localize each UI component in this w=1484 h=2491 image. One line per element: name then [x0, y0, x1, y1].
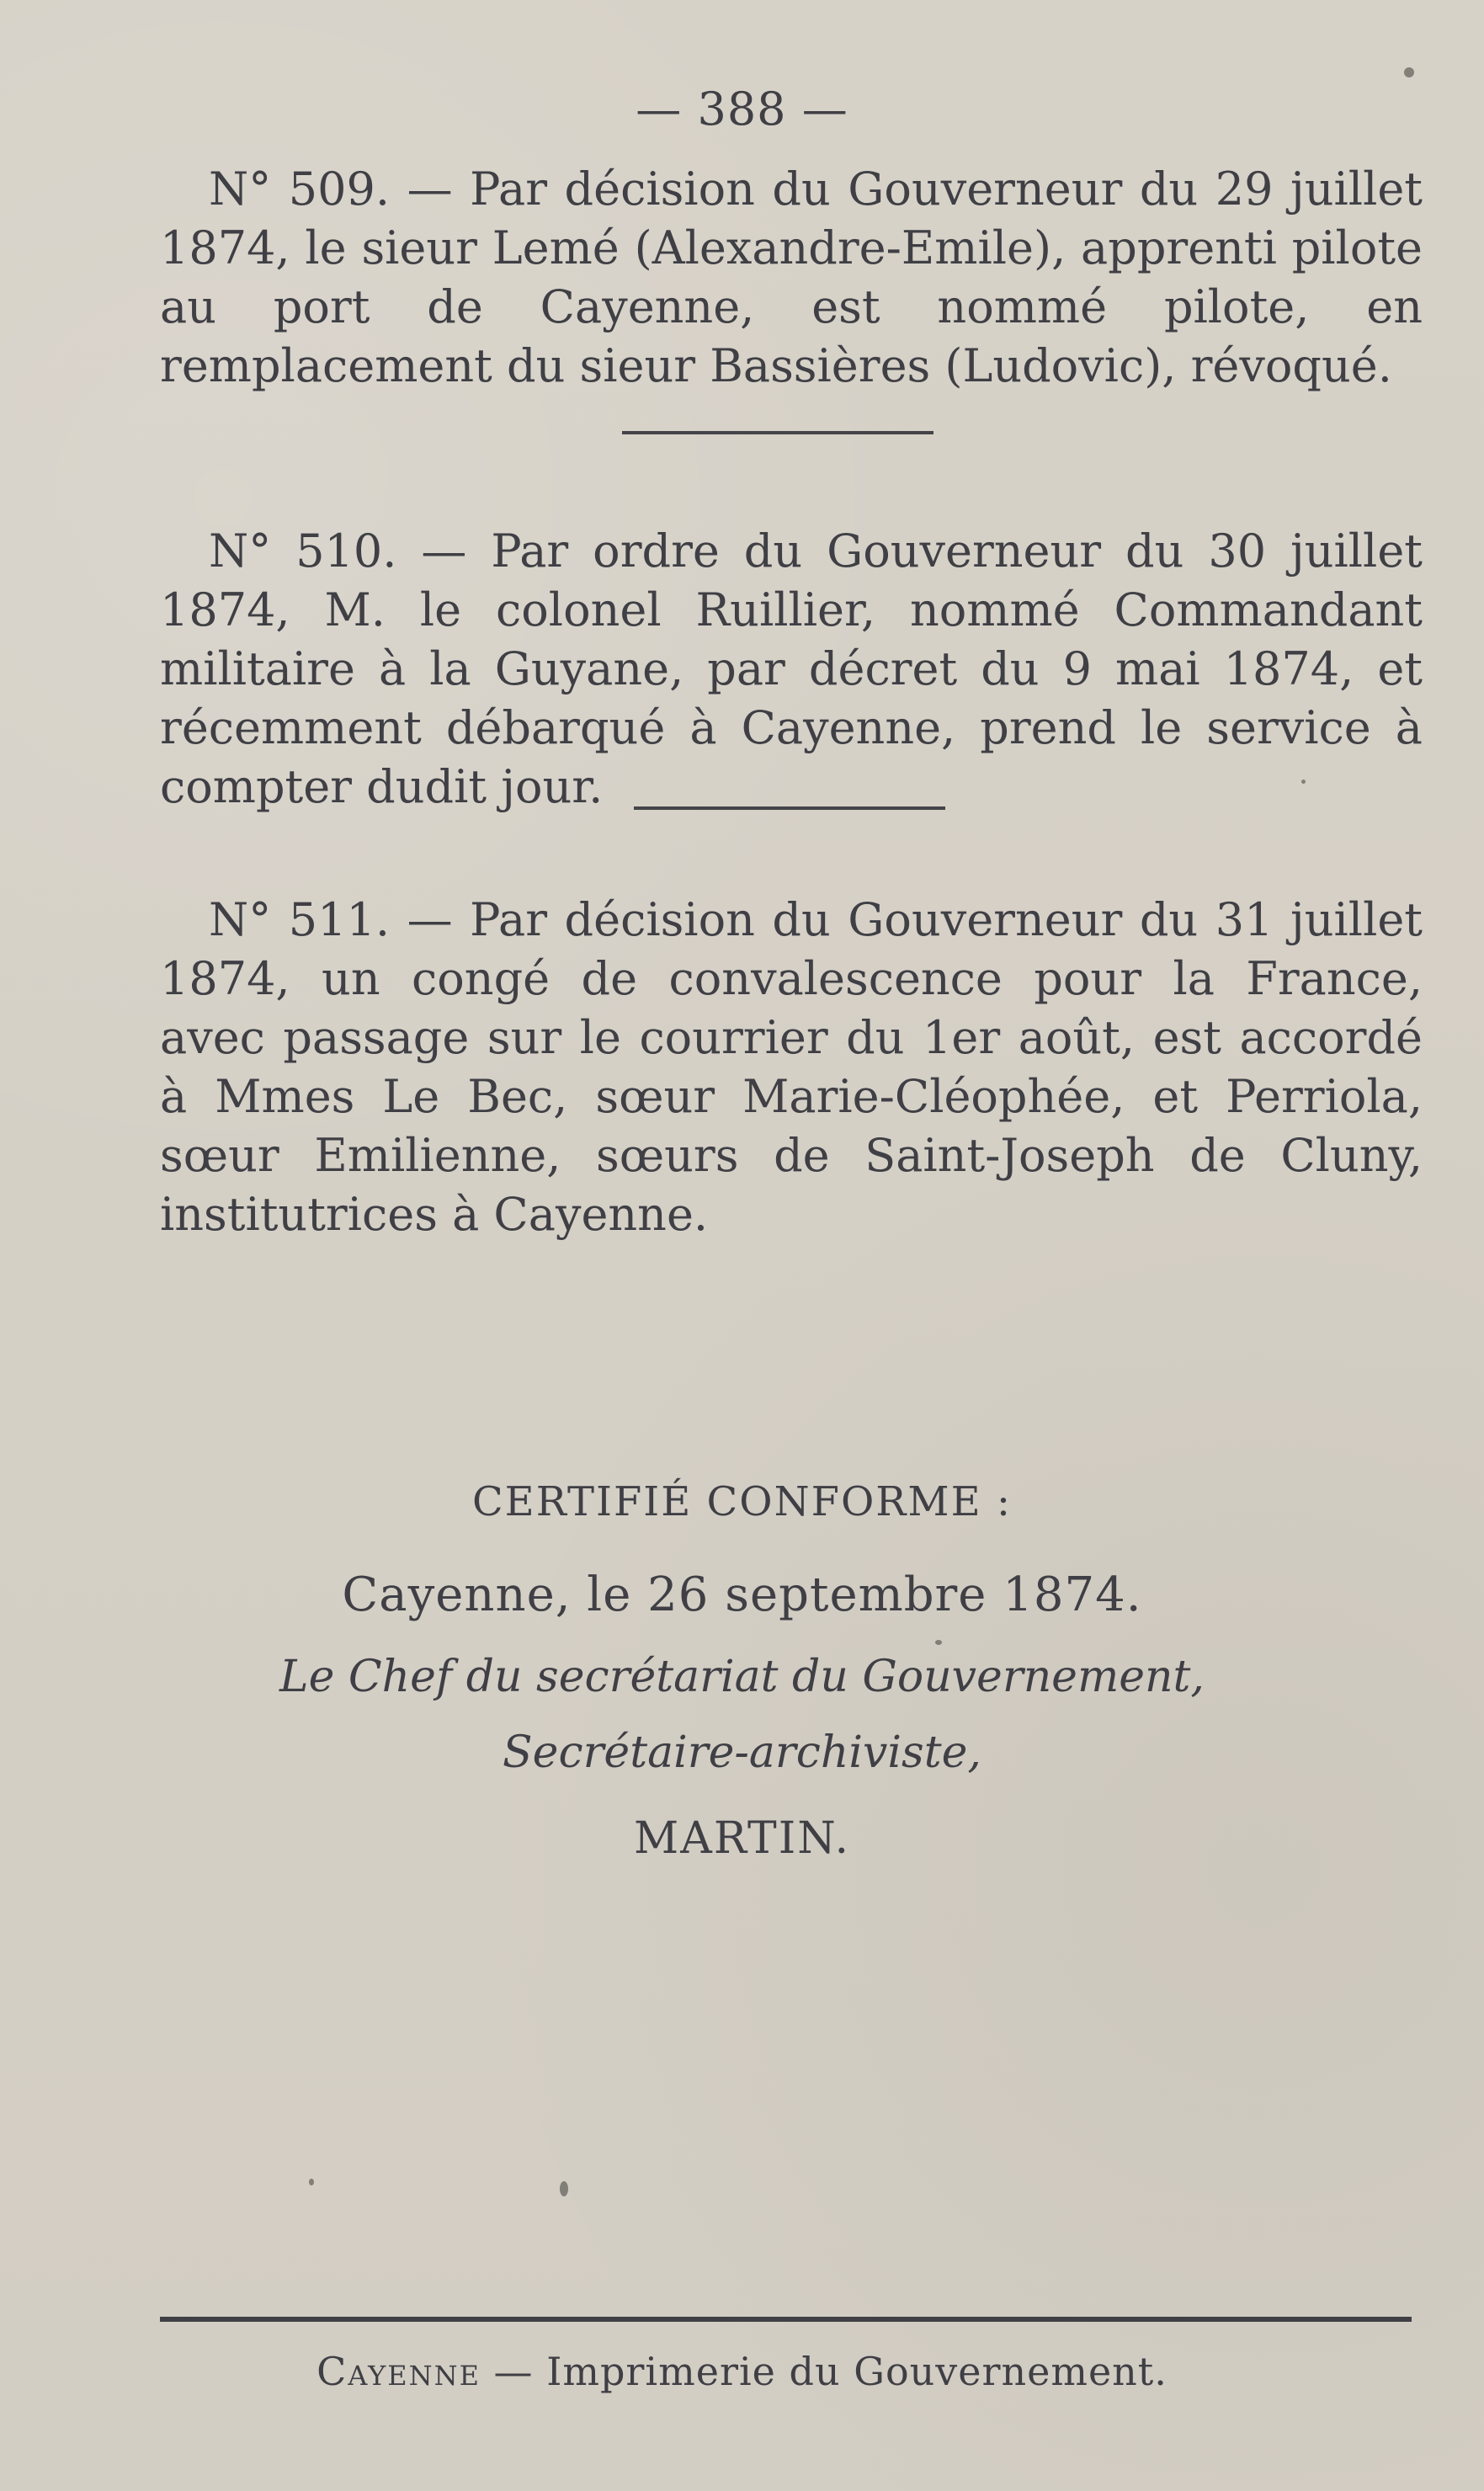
footer-separator: — — [480, 2349, 547, 2394]
footer-city: Cayenne — [316, 2349, 481, 2394]
paper-speck-3 — [560, 2181, 568, 2196]
footer-text — [0, 2349, 1484, 2394]
entry-510 — [160, 522, 1423, 817]
page-number: — 388 — — [636, 83, 848, 136]
certification-place-date: Cayenne, le 26 septembre 1874. — [342, 1568, 1142, 1622]
paper-speck-4 — [309, 2179, 314, 2185]
entry-509 — [160, 160, 1423, 396]
footer-printer: Imprimerie du Gouvernement. — [546, 2349, 1168, 2394]
paper-speck-5 — [935, 1640, 942, 1645]
section-divider-2 — [634, 806, 945, 810]
entry-511 — [160, 891, 1423, 1244]
certification-secretary: Secrétaire-archiviste, — [503, 1727, 981, 1778]
entry-510-text: N° 510. — Par ordre du Gouverneur du 30 juillet 1874, M. le colonel Ruillier, nommé Commandant militaire à la Guyane, par décret du 9 mai 1874, et récemment débarqué à Cayenne, prend le service à compter dudit jour. — [160, 524, 1423, 813]
section-divider-1 — [622, 431, 933, 434]
entry-511-text: N° 511. — Par décision du Gouverneur du 31 juillet 1874, un congé de convalescence pour la France, avec passage sur le courrier du 1er août, est accordé à Mmes Le Bec, sœur Marie-Cléophée, et Perriola, sœur Emilienne, sœurs de Saint-Joseph de Cluny, institutrices à Cayenne. — [160, 893, 1423, 1241]
certification-heading: CERTIFIÉ CONFORME : — [471, 1478, 1013, 1525]
paper-speck-1 — [1404, 67, 1414, 77]
entry-509-text: N° 509. — Par décision du Gouverneur du 29 juillet 1874, le sieur Lemé (Alexandre-Emile), apprenti pilote au port de Cayenne, est nommé pilote, en remplacement du sieur Bassières (Ludovic), révoqué. — [160, 162, 1423, 392]
footer-rule — [160, 2317, 1412, 2322]
certification-chief: Le Chef du secrétariat du Gouvernement, — [279, 1652, 1205, 1702]
paper-speck-2 — [1301, 780, 1306, 784]
certification-name: MARTIN. — [634, 1813, 850, 1864]
